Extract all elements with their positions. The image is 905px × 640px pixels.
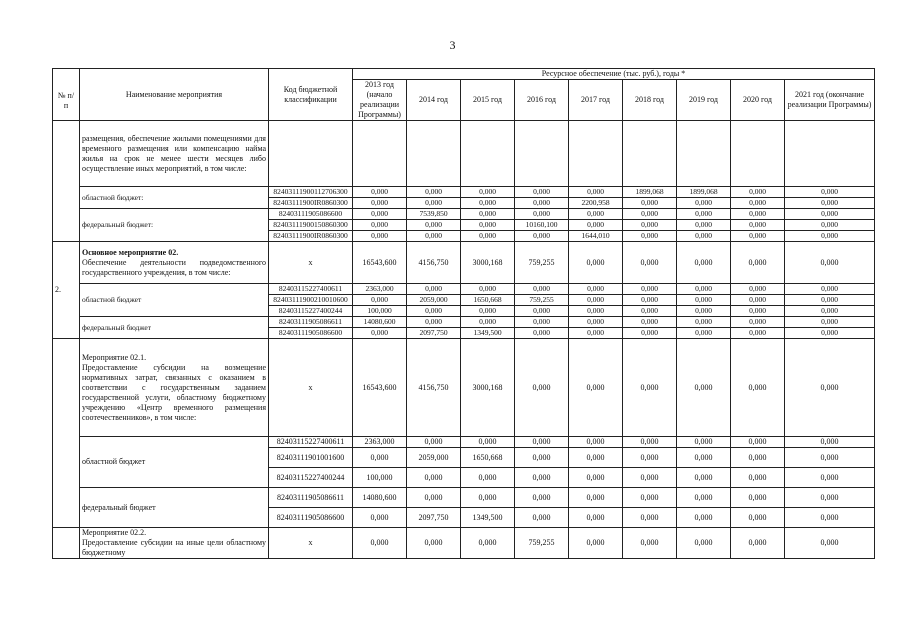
value-cell: 0,000	[731, 328, 785, 339]
value-cell: 14080,600	[353, 317, 407, 328]
value-cell: 2059,000	[407, 448, 461, 468]
header-resources: Ресурсное обеспечение (тыс. руб.), годы *	[353, 69, 875, 80]
value-cell: 1650,668	[461, 448, 515, 468]
value-cell: 0,000	[623, 488, 677, 508]
value-cell: 0,000	[785, 295, 875, 306]
value-cell: 0,000	[353, 448, 407, 468]
budget-code: 82403111901001600	[269, 448, 353, 468]
budget-code: 82403111905086600	[269, 209, 353, 220]
main-activity-02-row	[53, 242, 875, 284]
value-cell: 4156,750	[407, 242, 461, 284]
value-cell: 0,000	[461, 231, 515, 242]
value-cell: 0,000	[515, 317, 569, 328]
m02-title: Основное мероприятие 02.	[82, 247, 179, 257]
value-cell: 0,000	[569, 328, 623, 339]
value-cell: 0,000	[461, 528, 515, 559]
value-cell: 0,000	[353, 508, 407, 528]
value-cell: 1644,010	[569, 231, 623, 242]
value-cell: 0,000	[407, 317, 461, 328]
value-cell: 0,000	[407, 284, 461, 295]
value-cell: 0,000	[461, 468, 515, 488]
value-cell: 0,000	[461, 488, 515, 508]
budget-code: 82403111900112706300	[269, 187, 353, 198]
budget-code: 82403115227400611	[269, 437, 353, 448]
header-row-1	[53, 69, 875, 80]
value-cell: 0,000	[677, 231, 731, 242]
value-cell: 0,000	[785, 187, 875, 198]
value-cell: 0,000	[785, 468, 875, 488]
value-cell: 0,000	[677, 198, 731, 209]
m02-text: Обеспечение деятельности подведомственного государственного учреждения, в том числе:	[82, 257, 266, 277]
budget-code: 82403115227400611	[269, 284, 353, 295]
value-cell: 0,000	[731, 198, 785, 209]
value-cell: 0,000	[677, 242, 731, 284]
budget-code: 82403111905086600	[269, 508, 353, 528]
value-cell: 0,000	[785, 328, 875, 339]
year-2016: 2016 год	[515, 80, 569, 121]
m021-text: Предоставление субсидии на возмещение нормативных затрат, связанных с оказанием в соответствии с государственным заданием государственной услуги, областному бюджетному учреждению «Центр временного размещения соотечественников», в том числе:	[82, 362, 266, 422]
value-cell: 0,000	[623, 231, 677, 242]
value-cell: 0,000	[569, 437, 623, 448]
value-cell: 16543,600	[353, 242, 407, 284]
year-2018: 2018 год	[623, 80, 677, 121]
value-cell: 0,000	[569, 339, 623, 437]
value-cell: 0,000	[353, 220, 407, 231]
value-cell: 0,000	[731, 528, 785, 559]
value-cell: 2363,000	[353, 284, 407, 295]
value-cell: 0,000	[515, 437, 569, 448]
value-cell: 0,000	[785, 339, 875, 437]
value-cell: 759,255	[515, 295, 569, 306]
m02-num: 2.	[53, 242, 80, 339]
value-cell: 0,000	[407, 468, 461, 488]
value-cell: 2097,750	[407, 508, 461, 528]
value-cell: 0,000	[785, 220, 875, 231]
value-cell: 2059,000	[407, 295, 461, 306]
m02-description	[80, 242, 269, 284]
value-cell: 0,000	[515, 488, 569, 508]
value-cell: 0,000	[407, 198, 461, 209]
value-cell: 1349,500	[461, 508, 515, 528]
value-cell: 16543,600	[353, 339, 407, 437]
value-cell: 0,000	[407, 187, 461, 198]
m021-obl-label: областной бюджет	[80, 437, 269, 488]
budget-code: 82403111900150860300	[269, 220, 353, 231]
value-cell: 759,255	[515, 528, 569, 559]
activity-02-1-row	[53, 339, 875, 437]
resource-table	[52, 68, 875, 559]
value-cell: 14080,600	[353, 488, 407, 508]
budget-code: 82403111900210010600	[269, 295, 353, 306]
value-cell: 0,000	[515, 209, 569, 220]
value-cell: 0,000	[515, 198, 569, 209]
budget-code: 82403111905086611	[269, 488, 353, 508]
value-cell: 0,000	[407, 231, 461, 242]
value-cell: 0,000	[461, 284, 515, 295]
value-cell: 0,000	[515, 328, 569, 339]
value-cell: 0,000	[731, 468, 785, 488]
value-cell: 3000,168	[461, 339, 515, 437]
budget-code: 82403111900IR0860300	[269, 198, 353, 209]
value-cell: 0,000	[353, 209, 407, 220]
value-cell: 0,000	[623, 437, 677, 448]
value-cell: 3000,168	[461, 242, 515, 284]
value-cell: 0,000	[785, 242, 875, 284]
table-row	[53, 187, 875, 198]
value-cell: 0,000	[569, 187, 623, 198]
value-cell: 0,000	[731, 242, 785, 284]
value-cell: 0,000	[353, 231, 407, 242]
year-2019: 2019 год	[677, 80, 731, 121]
value-cell: 0,000	[515, 231, 569, 242]
value-cell: 0,000	[677, 437, 731, 448]
value-cell: 0,000	[785, 528, 875, 559]
value-cell: 0,000	[623, 468, 677, 488]
budget-code: 82403115227400244	[269, 306, 353, 317]
table-row	[53, 209, 875, 220]
value-cell: 0,000	[677, 508, 731, 528]
m02-obl-label: областной бюджет	[80, 284, 269, 317]
value-cell: 0,000	[677, 295, 731, 306]
value-cell: 0,000	[623, 295, 677, 306]
value-cell: 0,000	[731, 306, 785, 317]
value-cell: 0,000	[677, 306, 731, 317]
value-cell: 0,000	[623, 284, 677, 295]
value-cell: 0,000	[731, 220, 785, 231]
year-2015: 2015 год	[461, 80, 515, 121]
value-cell: 0,000	[623, 339, 677, 437]
value-cell: 0,000	[731, 437, 785, 448]
value-cell: 0,000	[677, 528, 731, 559]
value-cell: 100,000	[353, 306, 407, 317]
value-cell: 0,000	[461, 187, 515, 198]
page-number: 3	[449, 38, 456, 52]
value-cell: 0,000	[461, 437, 515, 448]
budget-code: 82403111905086600	[269, 328, 353, 339]
value-cell: 0,000	[569, 448, 623, 468]
value-cell: 0,000	[623, 220, 677, 231]
value-cell: 0,000	[623, 317, 677, 328]
value-cell: 0,000	[569, 284, 623, 295]
value-cell: 4156,750	[407, 339, 461, 437]
value-cell: 0,000	[677, 448, 731, 468]
value-cell: 2200,958	[569, 198, 623, 209]
m021-title: Мероприятие 02.1.	[82, 352, 147, 362]
value-cell: 0,000	[623, 306, 677, 317]
m021-num	[53, 339, 80, 528]
value-cell: 0,000	[623, 528, 677, 559]
value-cell: 1650,668	[461, 295, 515, 306]
header-num: № п/ п	[53, 69, 80, 121]
m021-fed-label: федеральный бюджет	[80, 488, 269, 528]
value-cell: 2363,000	[353, 437, 407, 448]
budget-code: x	[269, 242, 353, 284]
year-2017: 2017 год	[569, 80, 623, 121]
year-2014: 2014 год	[407, 80, 461, 121]
value-cell: 0,000	[731, 295, 785, 306]
year-2020: 2020 год	[731, 80, 785, 121]
value-cell: 0,000	[677, 328, 731, 339]
value-cell: 0,000	[515, 187, 569, 198]
value-cell: 0,000	[569, 508, 623, 528]
value-cell: 0,000	[515, 468, 569, 488]
value-cell: 0,000	[785, 306, 875, 317]
value-cell: 0,000	[731, 317, 785, 328]
value-cell: 0,000	[731, 448, 785, 468]
m022-num	[53, 528, 80, 559]
value-cell: 0,000	[407, 488, 461, 508]
m022-description	[80, 528, 269, 559]
m02-fed-label: федеральный бюджет	[80, 317, 269, 339]
value-cell: 0,000	[731, 231, 785, 242]
value-cell: 0,000	[623, 448, 677, 468]
value-cell: 0,000	[353, 328, 407, 339]
value-cell: 1899,068	[677, 187, 731, 198]
value-cell: 0,000	[407, 528, 461, 559]
value-cell: 0,000	[569, 528, 623, 559]
value-cell: 0,000	[569, 488, 623, 508]
value-cell: 0,000	[569, 468, 623, 488]
value-cell: 0,000	[677, 209, 731, 220]
value-cell: 0,000	[785, 317, 875, 328]
value-cell: 0,000	[785, 231, 875, 242]
value-cell: 0,000	[785, 198, 875, 209]
value-cell: 0,000	[623, 209, 677, 220]
cont-text-row	[53, 121, 875, 187]
value-cell: 0,000	[569, 220, 623, 231]
budget-code: x	[269, 528, 353, 559]
value-cell: 0,000	[569, 317, 623, 328]
value-cell: 0,000	[515, 284, 569, 295]
value-cell: 0,000	[731, 339, 785, 437]
value-cell: 0,000	[785, 488, 875, 508]
value-cell: 0,000	[785, 209, 875, 220]
value-cell: 0,000	[353, 187, 407, 198]
value-cell: 0,000	[677, 468, 731, 488]
budget-code: 82403111905086611	[269, 317, 353, 328]
value-cell: 0,000	[461, 317, 515, 328]
value-cell: 0,000	[677, 339, 731, 437]
value-cell: 0,000	[353, 528, 407, 559]
value-cell: 0,000	[407, 306, 461, 317]
value-cell: 0,000	[569, 295, 623, 306]
value-cell: 100,000	[353, 468, 407, 488]
value-cell: 0,000	[677, 317, 731, 328]
value-cell: 0,000	[623, 198, 677, 209]
header-code: Код бюджетной классификации	[269, 69, 353, 121]
value-cell: 0,000	[515, 339, 569, 437]
table-row	[53, 488, 875, 508]
value-cell: 0,000	[623, 328, 677, 339]
value-cell: 0,000	[569, 306, 623, 317]
cont-obl-label: областной бюджет:	[80, 187, 269, 209]
value-cell: 0,000	[353, 198, 407, 209]
header-name: Наименование мероприятия	[80, 69, 269, 121]
value-cell: 0,000	[461, 306, 515, 317]
value-cell: 0,000	[785, 437, 875, 448]
value-cell: 0,000	[731, 187, 785, 198]
value-cell: 0,000	[515, 448, 569, 468]
table-row	[53, 284, 875, 295]
value-cell: 1899,068	[623, 187, 677, 198]
year-2021: 2021 год (окончание реализации Программы)	[785, 80, 875, 121]
value-cell: 0,000	[785, 508, 875, 528]
budget-code: 82403111900IR0860300	[269, 231, 353, 242]
value-cell: 0,000	[407, 220, 461, 231]
value-cell: 0,000	[677, 488, 731, 508]
value-cell: 0,000	[731, 284, 785, 295]
value-cell: 0,000	[461, 209, 515, 220]
value-cell: 0,000	[623, 242, 677, 284]
value-cell: 0,000	[677, 220, 731, 231]
value-cell: 10160,100	[515, 220, 569, 231]
value-cell: 0,000	[731, 508, 785, 528]
value-cell: 0,000	[461, 198, 515, 209]
budget-code: x	[269, 339, 353, 437]
m021-description	[80, 339, 269, 437]
value-cell: 0,000	[623, 508, 677, 528]
cont-text: размещения, обеспечение жилыми помещениями для временного размещения или компенсацию найма жилья на срок не менее шести месяцев либо осуществление иных мероприятий, в том числе:	[80, 121, 269, 187]
value-cell: 2097,750	[407, 328, 461, 339]
value-cell: 0,000	[785, 448, 875, 468]
budget-code: 82403115227400244	[269, 468, 353, 488]
value-cell: 1349,500	[461, 328, 515, 339]
m022-text: Предоставление субсидии на иные цели областному бюджетному	[82, 538, 266, 557]
value-cell: 0,000	[569, 242, 623, 284]
activity-02-2-row	[53, 528, 875, 559]
value-cell: 0,000	[677, 284, 731, 295]
table-row	[53, 437, 875, 448]
year-2013: 2013 год (начало реализации Программы)	[353, 80, 407, 121]
value-cell: 0,000	[731, 488, 785, 508]
value-cell: 0,000	[461, 220, 515, 231]
value-cell: 0,000	[515, 306, 569, 317]
value-cell: 0,000	[353, 295, 407, 306]
cont-fed-label: федеральный бюджет:	[80, 209, 269, 242]
cont-num	[53, 121, 80, 242]
value-cell: 0,000	[407, 437, 461, 448]
value-cell: 0,000	[785, 284, 875, 295]
value-cell: 0,000	[731, 209, 785, 220]
m022-title: Мероприятие 02.2.	[82, 528, 147, 537]
table-row	[53, 317, 875, 328]
value-cell: 0,000	[569, 209, 623, 220]
value-cell: 0,000	[515, 508, 569, 528]
value-cell: 759,255	[515, 242, 569, 284]
value-cell: 7539,850	[407, 209, 461, 220]
